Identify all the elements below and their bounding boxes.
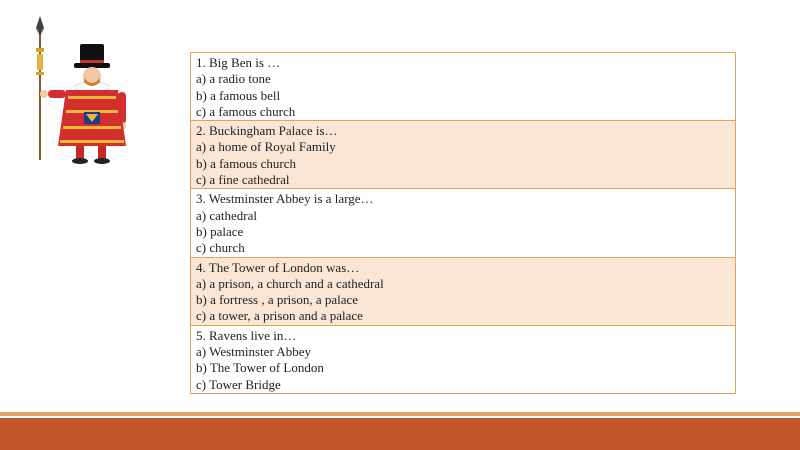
question-text: 4. The Tower of London was…	[196, 259, 360, 275]
answer-option-a: a) Westminster Abbey	[196, 344, 311, 360]
question-text: 1. Big Ben is …	[196, 55, 281, 70]
quiz-question-1	[191, 53, 735, 121]
answer-option-c: c) a tower, a prison and a palace	[196, 308, 363, 324]
answer-option-b: b) a famous church	[196, 155, 296, 171]
answer-option-b: b) The Tower of London	[196, 360, 324, 376]
answer-option-a: a) a prison, a church and a cathedral	[196, 275, 384, 291]
quiz-table	[190, 52, 736, 394]
footer-bar	[0, 418, 800, 450]
answer-option-c: c) a fine cathedral	[196, 172, 290, 188]
beefeater-guard-icon	[20, 14, 130, 164]
quiz-question-4	[191, 258, 735, 326]
quiz-question-3	[191, 189, 735, 257]
question-text: 3. Westminster Abbey is a large…	[196, 191, 374, 207]
answer-option-c: c) church	[196, 240, 245, 256]
answer-option-a: a) cathedral	[196, 207, 257, 223]
footer-accent-strip	[0, 412, 800, 416]
answer-option-b: b) a fortress , a prison, a palace	[196, 292, 359, 308]
answer-option-b: b) palace	[196, 223, 244, 239]
question-text: 2. Buckingham Palace is…	[196, 123, 338, 139]
answer-option-c: c) a famous church	[196, 103, 296, 119]
answer-option-a: a) a home of Royal Family	[196, 139, 336, 155]
quiz-question-5	[191, 326, 735, 393]
answer-option-b: b) a famous bell	[196, 87, 281, 103]
answer-option-a: a) a radio tone	[196, 71, 271, 87]
answer-option-c: c) Tower Bridge	[196, 376, 281, 392]
quiz-question-2	[191, 121, 735, 189]
question-text: 5. Ravens live in…	[196, 327, 297, 343]
